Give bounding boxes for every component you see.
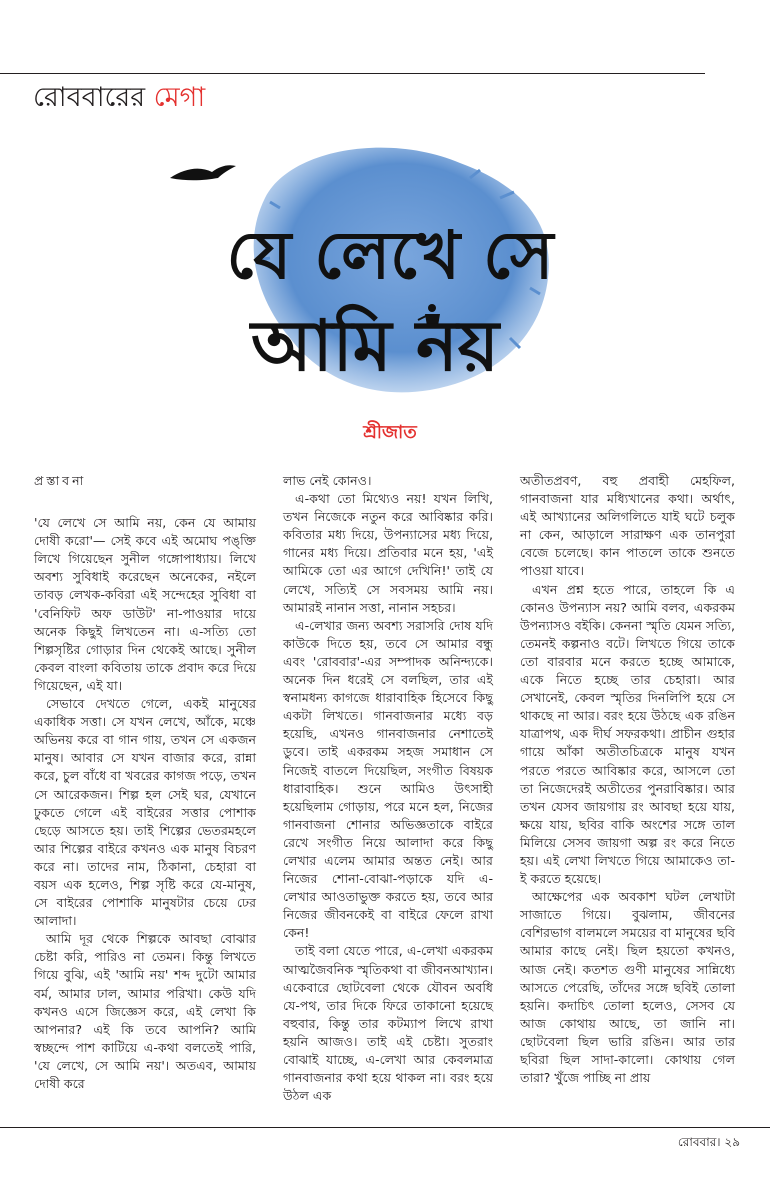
paragraph: আমি দূর থেকে শিল্পকে আবছা বোঝার চেষ্টা করি, পারিও না তেমন। কিন্তু লিখতে গিয়ে বুঝি, এই 'আমি নয়' শব্দ দুটো আমার বর্ম, আমার ঢাল, আমার পরিখা। কেউ যদি কখনও এসে জিজ্ঞেস করে, এই লেখা কি আপনার? এই কি তবে আপনি? আমি স্বচ্ছন্দে পাশ কাটিয়ে এ-কথা বলতেই পারি, 'যে লেখে, সে আমি নয়'। অতএব, আমায় দোষী করে xyxy=(34,931,256,1091)
paragraph: এ-কথা তো মিথ্যেও নয়! যখন লিখি, তখন নিজেকে নতুন করে আবিষ্কার করি। কবিতার মধ্য দিয়ে, উপন্যাসের মধ্য দিয়ে, গানের মধ্য দিয়ে। প্রতিবার মনে হয়, 'এই আমিকে তো এর আগে দেখিনি!' তাই যে লেখে, সত্যিই সে সবসময় আমি নয়। আমারই নানান সত্তা, নানান সহচর। xyxy=(283,491,493,615)
paragraph: এ-লেখার জন্য অবশ্য সরাসরি দোষ যদি কাউকে দিতে হয়, তবে সে আমার বন্ধু এবং 'রোববার'-এর সম্পাদক অনিন্দ্যকে। অনেক দিন ধরেই সে বলছিল, তার এই স্বনামধন্য কাগজে ধারাবাহিক হিসেবে কিছু একটা লিখতে। গানবাজনার মধ্যে বড় হয়েছি, এখনও গানবাজনার নেশাতেই ডুবে। তাই একরকম সহজ সমাধান সে নিজেই বাতলে দিয়েছিল, সংগীত বিষয়ক ধারাবাহিক। শুনে আমিও উৎসাহী হয়েছিলাম গোড়ায়, পরে মনে হল, নিজের গানবাজনা শোনার অভিজ্ঞতাকে বাইরে রেখে সংগীত নিয়ে আলাদা করে কিছু লেখার এলেম আমার অন্তত নেই। আর নিজের শোনা-বোঝা-পড়াকে যদি এ-লেখার আওতাভুক্ত করতে হয়, তবে আর নিজের জীবনকেই বা বাইরে ফেলে রাখা কেন! xyxy=(283,617,493,941)
paragraph: এখন প্রশ্ন হতে পারে, তাহলে কি এ কোনও উপন্যাস নয়? আমি বলব, একরকম উপন্যাসও বইকি। কেননা স্মৃতি যেমন সত্যি, তেমনই কল্পনাও বটে। লিখতে গিয়ে তাকে তো বারবার মনে করতে হচ্ছে আমাকে, একে নিতে হচ্ছে তার চেহারা। আর সেখানেই, কেবল স্মৃতির দিনলিপি হয়ে সে থাকছে না আর। বরং হয়ে উঠছে এক রঙিন যাত্রাপথ, এক দীর্ঘ সফরকথা। প্রাচীন গুহার গায়ে আঁকা অতীতচিত্রকে মানুষ যখন পরতে পরতে আবিষ্কার করে, আসলে তো তা নিজেদেরই অতীতের পুনরাবিষ্কার। আর তখন যেসব জায়গায় রং আবছা হয়ে যায়, ক্ষয়ে যায়, ছবির বাকি অংশের সঙ্গে তাল মিলিয়ে সেসব জায়গা অল্প রং করে নিতে হয়। এই লেখা লিখতে গিয়ে আমাকেও তা-ই করতে হয়েছে। xyxy=(520,581,735,887)
article-column-2 xyxy=(283,472,493,1105)
section-label-accent: মেগা xyxy=(153,82,206,113)
bottom-rule xyxy=(0,1127,770,1128)
title-line2: আমি নয় xyxy=(251,304,499,387)
paragraph: অতীতপ্রবণ, বহু প্রবাহী মেহফিল, গানবাজনা যার মধ্যিখানের কথা। অর্থাৎ, এই আখ্যানের অলিগলিতে যাই ঘটে চলুক না কেন, আড়ালে সারাক্ষণ এক তানপুরা বেজে চলেছে। কান পাতলে তাকে শুনতে পাওয়া যাবে। xyxy=(520,473,735,579)
section-label xyxy=(33,78,205,118)
paragraph: সেভাবে দেখতে গেলে, একই মানুষের একাধিক সত্তা। সে যখন লেখে, আঁকে, মঞ্চে অভিনয় করে বা গান গায়, তখন সে একজন মানুষ। আবার সে যখন বাজার করে, রান্না করে, চুল বাঁধে বা খবরের কাগজ পড়ে, তখন সে আরেকজন। শিল্প হল সেই ঘর, যেখানে ঢুকতে গেলে এই বাইরের সত্তার পোশাক ছেড়ে আসতে হয়। তাই শিল্পের ভেতরমহলে আর শিল্পের বাইরে কখনও এক মানুষ বিচরণ করে না। তাদের নাম, ঠিকানা, চেহারা বা বয়স এক হলেও, শিল্প সৃষ্টি করে যে-মানুষ, সে বাইরের পোশাকি মানুষটার চেয়ে ঢের আলাদা। xyxy=(34,696,256,929)
title-line1: যে লেখে সে xyxy=(226,216,554,294)
paragraph: আক্ষেপের এক অবকাশ ঘটল লেখাটা সাজাতে গিয়ে। বুঝলাম, জীবনের বেশিরভাগ বালমলে সময়ের বা মানুষের ছবি আমার কাছে নেই। ছিল হয়তো কখনও, আজ নেই। কতশত গুণী মানুষের সান্নিধ্যে আসতে পেরেছি, তাঁদের সঙ্গে ছবিই তোলা হয়নি। কদাচিৎ তোলা হলেও, সেসব যে আজ কোথায় আছে, তা জানি না। ছোটবেলা ছিল ভারি রঙিন। আর তার ছবিরা ছিল সাদা-কালো। কোথায় গেল তারা? খুঁজে পাচ্ছি না প্রায় xyxy=(520,889,735,1086)
top-rule xyxy=(0,73,705,74)
bird-icon xyxy=(170,165,236,180)
paragraph: 'যে লেখে সে আমি নয়, কেন যে আমায় দোষী করো'— সেই কবে এই অমোঘ পঙ্‌ক্তি লিখে গিয়েছেন সুনীল গঙ্গোপাধ্যায়। লিখে অবশ্য সুবিধাই করেছেন অনেকের, নইলে তাবড় লেখক-কবিরা এই সন্দেহের সুবিধা বা 'বেনিফিট অফ ডাউট' না-পাওয়ার দায়ে অনেক কিছুই লিখতেন না। এ-সত্যি তো শিল্পসৃষ্টির গোড়ার দিন থেকেই আছে। সুনীল কেবল বাংলা কবিতায় তাকে প্রবাদ করে দিয়ে গিয়েছেন, এই যা। xyxy=(34,515,256,693)
article-heading: প্রস্তাবনা xyxy=(34,473,87,488)
author-byline: শ্রীজাত xyxy=(363,422,417,443)
section-label-plain: রোববারের xyxy=(33,82,146,113)
page-footer: রোববার। ২৯ xyxy=(677,1135,740,1149)
article-column-3 xyxy=(520,472,735,1087)
paragraph: লাভ নেই কোনও। xyxy=(283,473,372,488)
title-artwork xyxy=(170,138,580,408)
article-column-1 xyxy=(34,472,256,1093)
paragraph: তাই বলা যেতে পারে, এ-লেখা একরকম আত্মজৈবনিক স্মৃতিকথা বা জীবনআখ্যান। একেবারে ছোটবেলা থেকে যৌবন অবধি যে-পথ, তার দিকে ফিরে তাকানো হয়েছে বহুবার, কিন্তু তার কটম্যাপ লিখে রাখা হয়নি আজও। তাই এই চেষ্টা। সুতরাং বোঝাই যাচ্ছে, এ-লেখা আর কেবলমাত্র গানবাজনার কথা হয়ে থাকল না। বরং হয়ে উঠল এক xyxy=(283,943,493,1104)
